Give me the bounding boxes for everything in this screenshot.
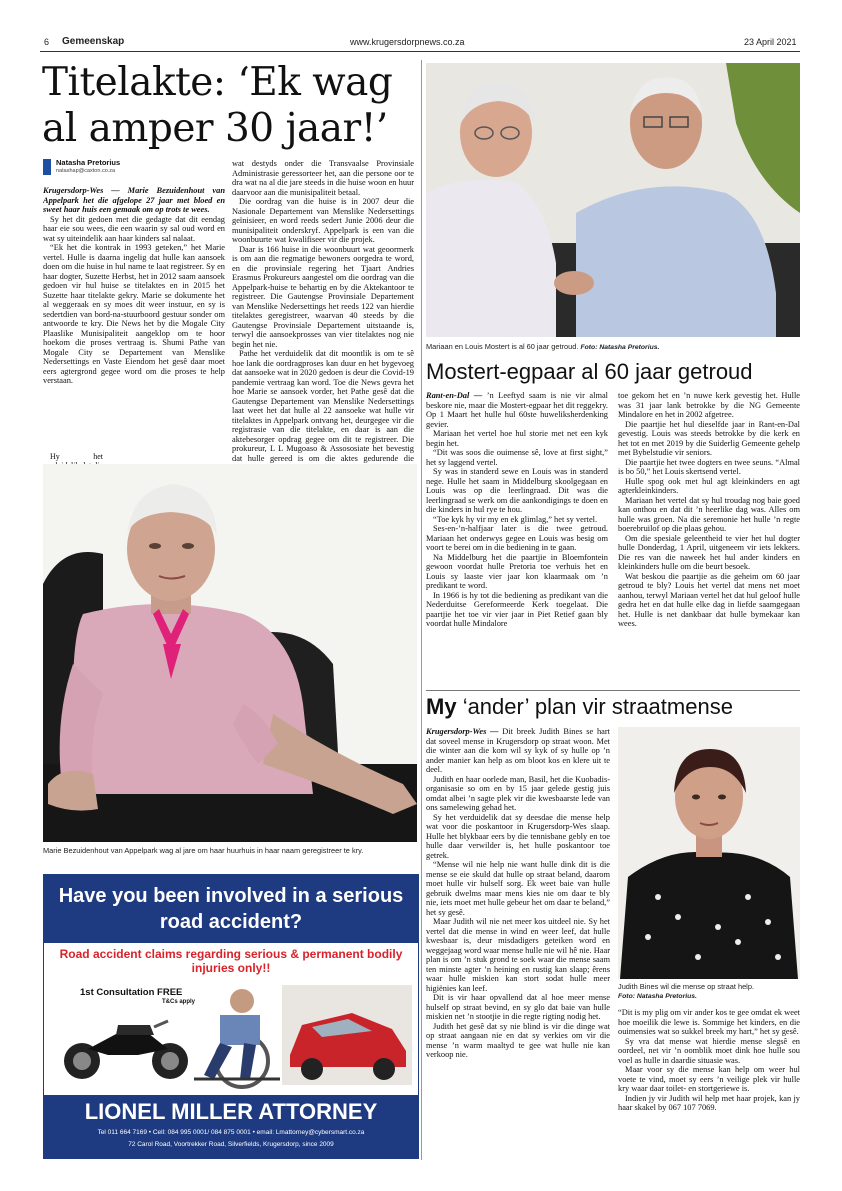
column-divider bbox=[421, 60, 422, 1160]
story3-paragraph: “Mense wil nie help nie want hulle dink dit is die mense se eie skuld dat hulle op straat beland, daarom moet hulle vir hulself sorg. Ek weet baie van hulle gebruik dwelms maar mens kies nie om daar te bly nie, iets moet met hulle gebeur het om daar te beland,” het sy gesê. bbox=[426, 860, 610, 917]
story2-paragraph: toe gekom het en ’n nuwe kerk gevestig het. Hulle was 31 jaar lank betrokke by die NG Gemeente Mindalore en het in 2002 afgetree. bbox=[618, 391, 800, 419]
story2-lead: Rant-en-Dal — bbox=[426, 391, 483, 400]
story2-paragraph: Na Middelburg het die paartjie in Bloemfontein gewoon voordat hulle Pretoria toe verhuis het en Louis sy laaste vier jaar kon klaarmaak om ’n predikant te word. bbox=[426, 552, 608, 590]
judith-photo-credit: Foto: Natasha Pretorius. bbox=[618, 993, 697, 1000]
story1-paragraph: Daar is 166 huise in die woonbuurt wat geoormerk is om aan die regmatige bewoners oorgedra te word, en die provinsiale regering het Tjaart Andries Erasmus Prokureurs aangestel om die oordrag van die Appelpark-huise te behartig en by die Aktekantoor te registreer. Die Gautengse Provinsiale Departement van Menslike Nedersettings het reeds 122 van hierdie titelaktes geregistreer, waarvan 40 steeds by die Gautengse Provinsiale Departement uitstaande is, terwyl die aansoekprosses van vier titelaktes nog nie begin het nie. bbox=[232, 244, 414, 349]
story2-paragraph: Die paartjie het hul dieselfde jaar in Rant-en-Dal gevestig. Louis was steeds betrokke by die kerk en het tot en met 2019 by die Suiderlig Gemeente gehelp met Bybelstudie vir seniors. bbox=[618, 419, 800, 457]
story2-column-2 bbox=[618, 391, 800, 691]
story2-paragraph: Mariaan het vertel dat sy hul troudag nog baie goed kan onthou en dat dit ’n heerlike dag was. Alles om hulle was groen. Na die seremonie het hulle ’n regte boerebruilof op die plaas gehou. bbox=[618, 495, 800, 533]
story2-paragraph: ’n Leeftyd saam is nie vir almal beskore nie, maar die Mostert-egpaar het dit reggekry. Op 1 Maart het hulle hul 60ste huweliksherdenking gevier. bbox=[426, 391, 608, 429]
judith-photo-illustration bbox=[618, 727, 800, 979]
judith-photo bbox=[618, 727, 800, 979]
story1-lead: Krugersdorp-Wes — Marie Bezuidenhout van Appelpark het die afgelope 27 jaar met bloed en sweet haar huis een gemaak om op trots te wees. bbox=[43, 186, 225, 214]
story2-paragraph: Mariaan het vertel hoe hul storie met net een kyk begin het. bbox=[426, 429, 608, 448]
mostert-photo-illustration bbox=[426, 63, 800, 337]
story3-paragraph: Judith het gesê dat sy nie blind is vir die dinge wat op straat aangaan nie en dat sy verkies om vir die mense ’n warm maaltyd te gee wat hulle nie kan verkoop nie. bbox=[426, 1021, 610, 1059]
story1-paragraph: “Ek het die kontrak in 1993 geteken,” het Marie vertel. Hulle is daarna ingelig dat hulle kan aansoek doen om die huise in hul name te laat registreer. Sy en haar dogter, Suzette Herbst, het in 2012 saam aansoek gedoen vir hul huise se titelaktes en in 2015 het Suzette haar titelakte gekry. Marie se dokumente het al weggeraak en sy moes dit weer instuur, en sy is sedertdien van bord-na-stuurboord gestuur sonder om antwoorde te kry. Die News het by die Mogale City Plaaslike Munisipaliteit aangeklop om te hoor hoekom die proses vertraag is. Shumi Pathe van Mogale City se Departement van Menslike Nedersettings en Vaste Eiendom het gesê daar moet eers agtergrond gegee word om die proses te help verstaan. bbox=[43, 243, 225, 385]
story1-column-1 bbox=[43, 186, 225, 466]
judith-caption: Judith Bines wil die mense op straat help. bbox=[618, 982, 754, 991]
byline-marker bbox=[43, 159, 51, 175]
ad-address: 72 Carol Road, Voortrekker Road, Silverfields, Krugersdorp, since 2009 bbox=[128, 1141, 334, 1148]
story2-column-1 bbox=[426, 391, 608, 691]
story1-paragraph: Hy het bbox=[50, 452, 103, 461]
ad-contact: Tel 011 664 7169 • Cell: 084 995 0001/ 084 875 0001 • email: Lmattorney@cybersmart.co.za bbox=[97, 1129, 365, 1136]
story3-paragraph: Dit is vir haar opvallend dat al hoe meer mense hulself op straat bevind, en sy glo dat baie van hulle miskien net ’n stootjie in die regte rigting nodig het. bbox=[426, 993, 610, 1021]
story3-paragraph: Indien jy vir Judith wil help met haar projek, kan jy haar skakel by 067 107 7069. bbox=[618, 1093, 800, 1112]
story1-column-2-overlay bbox=[282, 610, 414, 760]
story3-headline-rest: ‘ander’ plan vir straatmense bbox=[462, 694, 733, 719]
ad-headline: Have you been involved in a serious road accident? bbox=[58, 885, 404, 933]
section-name: Gemeenskap bbox=[62, 36, 125, 47]
story2-paragraph: Wat beskou die paartjie as die geheim om 60 jaar getroud te bly? Louis het vertel dat mens net moet aanhou, terwyl Mariaan vertel het dat hul geloof hulle gedra het en dat hulle elke dag in liefde saamgegaan het. Hulle is net dankbaar dat hulle bymekaar kan wees. bbox=[618, 571, 800, 628]
story3-headline bbox=[426, 693, 800, 721]
story2-paragraph: Sy was in standerd sewe en Louis was in standerd nege. Hulle het saam in Middelburg skoolgegaan en Louis was op die leerlingraad. Dit was die leerlingraad se werk om die aankondigings te doen en die kinders in hul rye te hou. bbox=[426, 467, 608, 514]
byline-name: Natasha Pretorius bbox=[56, 158, 121, 167]
story2-paragraph: “Dit was soos die ouimense sê, love at first sight,” het sy laggend vertel. bbox=[426, 448, 608, 467]
ad-firm-name: LIONEL MILLER ATTORNEY bbox=[84, 1099, 378, 1124]
story3-paragraph: Dit breek Judith Bines se hart dat soveel mense in Krugersdorp op straat woon. Met die winter aan die kom wil sy kyk of sy hulle op ’n ander manier kan help as om bloot kos en klere uit te deel. bbox=[426, 727, 610, 774]
wrecked-car-illustration bbox=[282, 985, 412, 1085]
motorbike-illustration bbox=[58, 1003, 194, 1083]
header-rule bbox=[40, 51, 800, 52]
byline-email: natashap@caxton.co.za bbox=[56, 168, 116, 174]
story3-paragraph: Sy vra dat mense wat hierdie mense slegsê en oordeel, net vir ’n oomblik moet dink hoe hulle sou voel as hulle in daardie situasie was. bbox=[618, 1036, 800, 1065]
ad-subhead: Road accident claims regarding serious & permanent bodily injuries only!! bbox=[59, 947, 403, 975]
mostert-caption: Mariaan en Louis Mostert is al 60 jaar getroud. bbox=[426, 342, 579, 351]
story1-paragraph: Pathe het verduidelik dat dit moontlik is om te sê hoe lank die oordragproses kan duur en het bygevoeg dat aansoeke wat in 2020 gedoen is deur die Covid-19 pandemie vertraag kan word. Toe die News gevra het hoe Marie se aansoek vorder, het Pathe gesê dat die Gautengse Departement van Menslike Nedersettings laat weet het dat hulle al 22 aansoeke wat hulle vir titelaktes in Appelpark ontvang het, deurgegee vir die registrasie van die titelakte, en daar is aan die aktebesorger opdrag gegee om dit te registreer. Die prokureur, L L Mugoaso & Assososiate het bevestig dat hulle gereed is om die aktes gedurende die bbox=[232, 349, 414, 463]
story3-paragraph: Maar Judith wil nie net meer kos uitdeel nie. Sy het vertel dat die mense in wind en weer leef, dat hulle kwesbaar is, deur misdadigers geteiken word en weggejaag word waar mense hulle nie wil hê nie. Haar plan is om ’n stuk grond te soek waar die mense saam ten minste agter ’n heining en rustig kan slaap; êrens waar hulle miskien kan stort sodat hulle meer higiënies kan leef. bbox=[426, 917, 610, 993]
wheelchair-man-illustration bbox=[184, 975, 284, 1091]
mostert-photo-credit: Foto: Natasha Pretorius. bbox=[580, 344, 660, 351]
judith-caption-block bbox=[618, 982, 800, 1002]
story2-paragraph: Om die spesiale geleentheid te vier het hul dogter hulle Donderdag, 1 April, uitgeneem vir iets lekkers. Die res van die naweek het hul ander kinders en kleinkinders hulle om die beurt besoek. bbox=[618, 533, 800, 571]
story3-column-2 bbox=[618, 1008, 800, 1158]
story2-paragraph: Hulle spog ook met hul agt kleinkinders en agt agterkleinkinders. bbox=[618, 476, 800, 495]
story3-paragraph: Sy het verduidelik dat sy deesdae die mense help wat voor die poskantoor in Krugersdorp-Wes slaap. Hulle het blykbaar eers by die tennisbane gebly en toe hulle daar verwilder is, het hulle poskantoor toe getrek. bbox=[426, 812, 610, 860]
story-divider bbox=[426, 690, 800, 691]
story1-paragraph: Die oordrag van die huise is in 2007 deur die Nasionale Departement van Menslike Nedersettings geïnisieer, en word reeds sedert Junie 2006 deur die munisipaliteit onderskryf. Appelpark is een van die woonbuurte wat kwalifiseer vir die projek. bbox=[232, 197, 414, 244]
mostert-caption-row bbox=[426, 342, 800, 353]
story3-paragraph: Maar voor sy die mense kan help om weer hul voete te vind, moet sy eers ’n veilige plek vir hulle kry waar daar toilet- en stortgeriewe is. bbox=[618, 1065, 800, 1093]
story2-headline: Mostert-egpaar al 60 jaar getroud bbox=[426, 359, 753, 384]
page-number: 6 bbox=[44, 37, 50, 47]
story3-lead: Krugersdorp-Wes — bbox=[426, 727, 499, 736]
story2-paragraph: Die paartjie het twee dogters en twee seuns. “Almal is bo 50,” het Louis skertsend vertel. bbox=[618, 457, 800, 476]
issue-date: 23 April 2021 bbox=[744, 37, 797, 47]
story2-paragraph: Ses-en-’n-halfjaar later is die twee getroud. Mariaan het onderwys gegee en Louis was besig om voort te berei om in die bediening in te gaan. bbox=[426, 524, 608, 552]
story3-headline-bold: My bbox=[426, 694, 457, 719]
website-url: www.krugersdorpnews.co.za bbox=[350, 37, 465, 47]
story1-headline: Titelakte: ‘Ek wag al amper 30 jaar!’ bbox=[42, 60, 393, 151]
story2-paragraph: In 1966 is hy tot die bediening as predikant van die Nederduitse Gereformeerde Kerk toegelaat. Die paartjie het toe vir vier jaar in Piet Retief gaan bly voordat hulle Mindalore bbox=[426, 590, 608, 628]
ad-terms: T&Cs apply bbox=[162, 999, 196, 1005]
story2-paragraph: “Toe kyk hy vir my en ek glimlag,” het sy vertel. bbox=[433, 514, 598, 524]
ad-consult: 1st Consultation FREE bbox=[80, 987, 183, 998]
story3-paragraph: “Dit is my plig om vir ander kos te gee omdat ek weet hoe moeilik die lewe is. Sommige het kinders, en die ouimensies wat so sukkel breek my hart,” het sy gesê. bbox=[618, 1008, 800, 1036]
mostert-couple-photo bbox=[426, 63, 800, 337]
marie-caption: Marie Bezuidenhout van Appelpark wag al jare om haar huurhuis in haar naam geregistreer te kry. bbox=[43, 846, 364, 855]
story3-paragraph: Judith en haar oorlede man, Basil, het die Kuobadis-organisasie so om en by 15 jaar gelede gestig juis omdat albei ’n sagte plek vir die kwesbaarste lede van ons samelewing gehad het. bbox=[426, 774, 610, 812]
story1-paragraph: Sy het dit gedoen met die gedagte dat dit eendag haar eie sou wees, die een waarin sy sal oud word en wat sy uiteindelik aan haar kinders sal nalaat. bbox=[43, 214, 225, 243]
attorney-ad[interactable] bbox=[43, 874, 419, 1159]
story1-paragraph: wat destyds onder die Transvaalse Provinsiale Administrasie geressorteer het, aan die persone oor te dra wat na al die jare steeds in die huise woon en huur daarvoor aan die munisipaliteit betaal. bbox=[232, 159, 414, 197]
story3-column-1 bbox=[426, 727, 610, 1157]
